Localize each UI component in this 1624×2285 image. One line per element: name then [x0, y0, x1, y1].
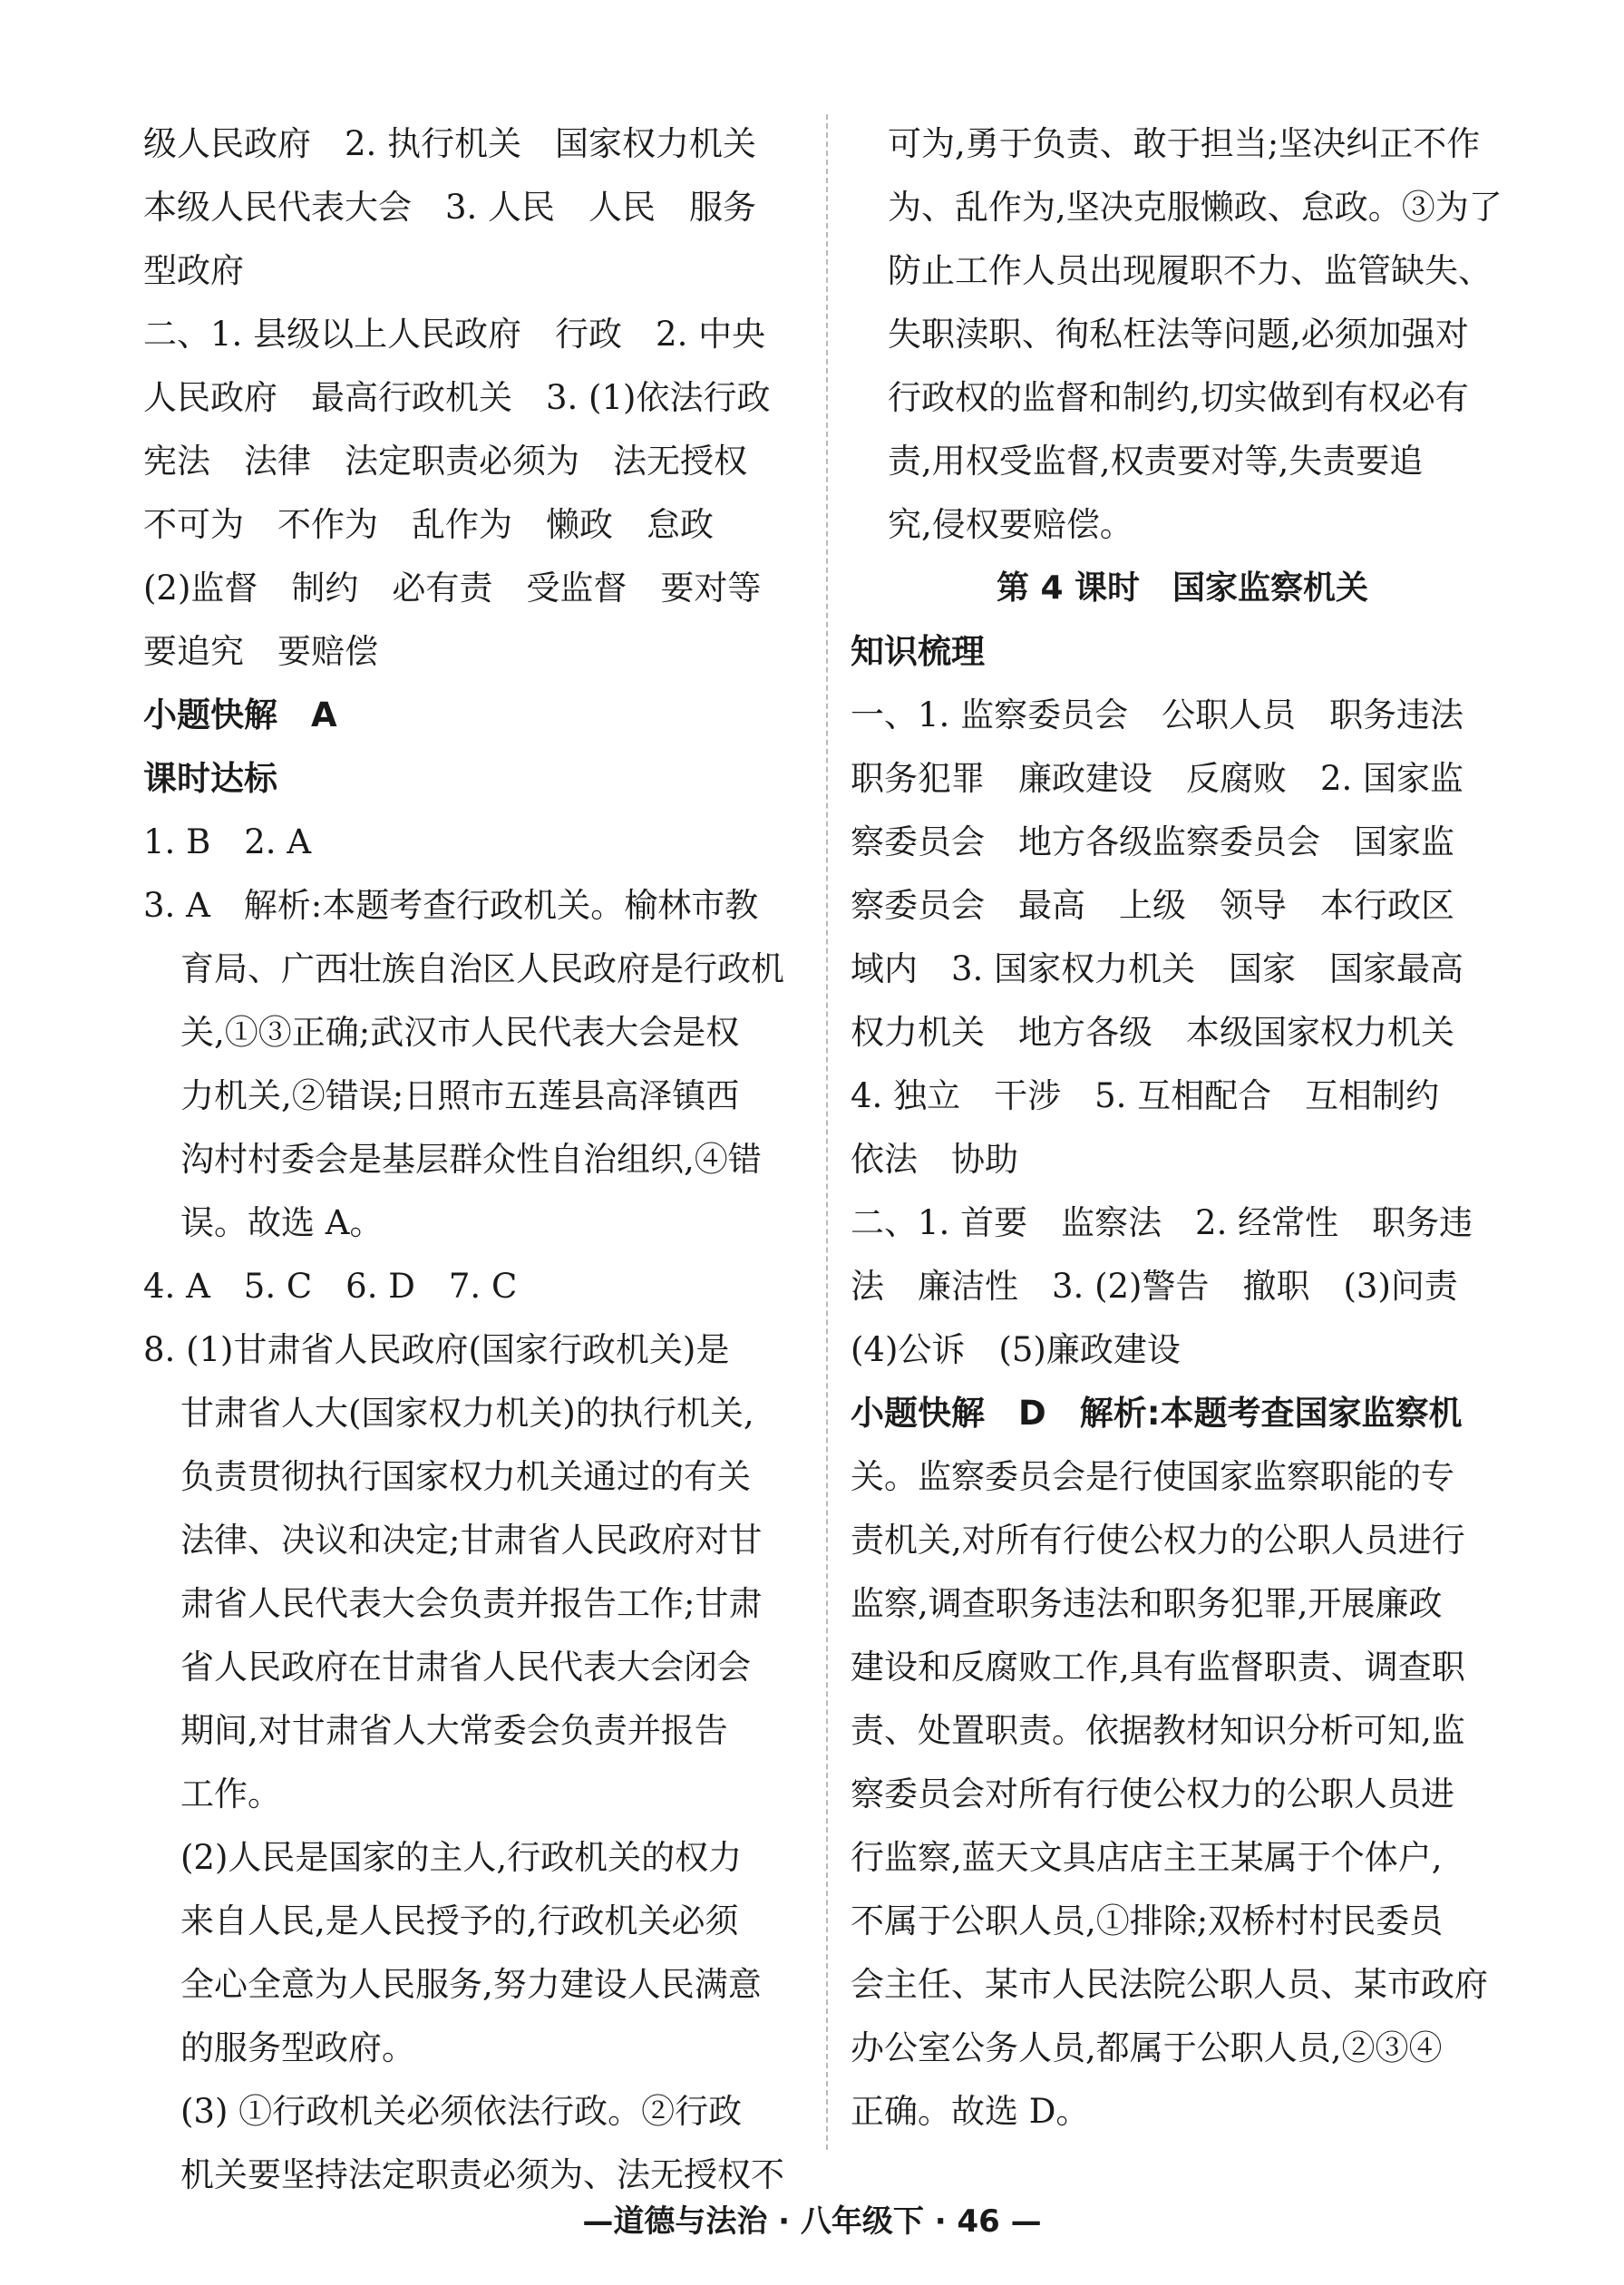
text-line: 工作。 [180, 1775, 281, 1813]
section-heading: 小题快解 A [143, 695, 337, 734]
text-line: 期间,对甘肃省人大常委会负责并报告 [180, 1711, 728, 1750]
text-line: 会主任、某市人民法院公职人员、某市政府 [851, 1965, 1488, 2004]
text-line: 察委员会对所有行使公权力的公职人员进 [851, 1775, 1454, 1813]
text-line: 法律、决议和决定;甘肃省人民政府对甘 [180, 1521, 763, 1560]
text-line: 关。监察委员会是行使国家监察职能的专 [851, 1457, 1454, 1496]
text-line: 行政权的监督和制约,切实做到有权必有 [888, 378, 1469, 417]
text-line: 究,侵权要赔偿。 [888, 505, 1133, 544]
text-line: 要追究 要赔偿 [143, 632, 378, 671]
right-column [851, 112, 1514, 2144]
text-line: 责,用权受监督,权责要对等,失责要追 [888, 442, 1424, 481]
text-line: 察委员会 地方各级监察委员会 国家监 [851, 822, 1454, 861]
text-line: 权力机关 地方各级 本级国家权力机关 [851, 1013, 1454, 1052]
lesson-title: 第 4 课时 国家监察机关 [996, 569, 1369, 607]
text-line: 全心全意为人民服务,努力建设人民满意 [180, 1965, 762, 2004]
text-line: 关,①③正确;武汉市人民代表大会是权 [180, 1013, 740, 1052]
text-line: 育局、广西壮族自治区人民政府是行政机 [180, 949, 784, 988]
text-line: (2)人民是国家的主人,行政机关的权力 [180, 1838, 743, 1877]
text-line: 宪法 法律 法定职责必须为 法无授权 [143, 442, 747, 481]
text-line: 失职渎职、徇私枉法等问题,必须加强对 [888, 315, 1469, 354]
text-line: 职务犯罪 廉政建设 反腐败 2. 国家监 [851, 759, 1464, 798]
text-line: 人民政府 最高行政机关 3. (1)依法行政 [143, 378, 771, 417]
text-line: 行监察,蓝天文具店店主王某属于个体户, [851, 1838, 1443, 1877]
left-column [143, 112, 802, 2207]
text-line: (3) ①行政机关必须依法行政。②行政 [180, 2092, 743, 2131]
text-line: 8. (1)甘肃省人民政府(国家行政机关)是 [143, 1330, 730, 1369]
text-line: 法 廉洁性 3. (2)警告 撤职 (3)问责 [851, 1267, 1458, 1306]
text-line: 型政府 [143, 251, 244, 290]
text-line: 监察,调查职务违法和职务犯罪,开展廉政 [851, 1584, 1443, 1623]
column-divider [826, 114, 828, 2150]
text-line: 4. A 5. C 6. D 7. C [143, 1267, 518, 1306]
text-line: 力机关,②错误;日照市五莲县高泽镇西 [180, 1076, 740, 1115]
text-line: 域内 3. 国家权力机关 国家 国家最高 [851, 949, 1464, 988]
page-footer: —道德与法治 · 八年级下 · 46 — [582, 2203, 1042, 2240]
text-line: 二、1. 首要 监察法 2. 经常性 职务违 [851, 1203, 1473, 1242]
text-line: 机关要坚持法定职责必须为、法无授权不 [180, 2155, 784, 2194]
section-heading: 小题快解 D 解析:本题考查国家监察机 [851, 1394, 1463, 1433]
text-line: 为、乱作为,坚决克服懒政、怠政。③为了 [888, 188, 1502, 227]
text-line: 不属于公职人员,①排除;双桥村村民委员 [851, 1901, 1444, 1940]
text-line: 4. 独立 干涉 5. 互相配合 互相制约 [851, 1076, 1440, 1115]
text-line: 沟村村委会是基层群众性自治组织,④错 [180, 1140, 762, 1179]
text-line: 肃省人民代表大会负责并报告工作;甘肃 [180, 1584, 763, 1623]
text-line: 的服务型政府。 [180, 2028, 415, 2067]
text-line: 可为,勇于负责、敢于担当;坚决纠正不作 [888, 124, 1481, 163]
text-line: 3. A 解析:本题考查行政机关。榆林市教 [143, 886, 759, 925]
text-line: 来自人民,是人民授予的,行政机关必须 [180, 1901, 739, 1940]
text-line: (2)监督 制约 必有责 受监督 要对等 [143, 569, 762, 608]
section-heading: 知识梳理 [851, 632, 985, 671]
text-line: 责机关,对所有行使公权力的公职人员进行 [851, 1521, 1465, 1560]
text-line: 本级人民代表大会 3. 人民 人民 服务 [143, 188, 757, 227]
text-line: 1. B 2. A [143, 822, 312, 861]
text-line: 二、1. 县级以上人民政府 行政 2. 中央 [143, 315, 766, 354]
text-line: 误。故选 A。 [180, 1203, 384, 1242]
text-line: (4)公诉 (5)廉政建设 [851, 1330, 1181, 1369]
text-line: 省人民政府在甘肃省人民代表大会闭会 [180, 1648, 751, 1687]
text-line: 不可为 不作为 乱作为 懒政 怠政 [143, 505, 714, 544]
text-line: 察委员会 最高 上级 领导 本行政区 [851, 886, 1454, 925]
text-line: 建设和反腐败工作,具有监督职责、调查职 [851, 1648, 1465, 1687]
text-line: 甘肃省人大(国家权力机关)的执行机关, [180, 1394, 754, 1433]
text-line: 级人民政府 2. 执行机关 国家权力机关 [143, 124, 757, 163]
section-heading: 课时达标 [143, 759, 277, 798]
text-line: 依法 协助 [851, 1140, 1018, 1179]
text-line: 办公室公务人员,都属于公职人员,②③④ [851, 2028, 1443, 2067]
text-line: 防止工作人员出现履职不力、监管缺失、 [888, 251, 1492, 290]
text-line: 一、1. 监察委员会 公职人员 职务违法 [851, 695, 1464, 734]
text-line: 正确。故选 D。 [851, 2092, 1090, 2131]
text-line: 责、处置职责。依据教材知识分析可知,监 [851, 1711, 1465, 1750]
text-line: 负责贯彻执行国家权力机关通过的有关 [180, 1457, 751, 1496]
